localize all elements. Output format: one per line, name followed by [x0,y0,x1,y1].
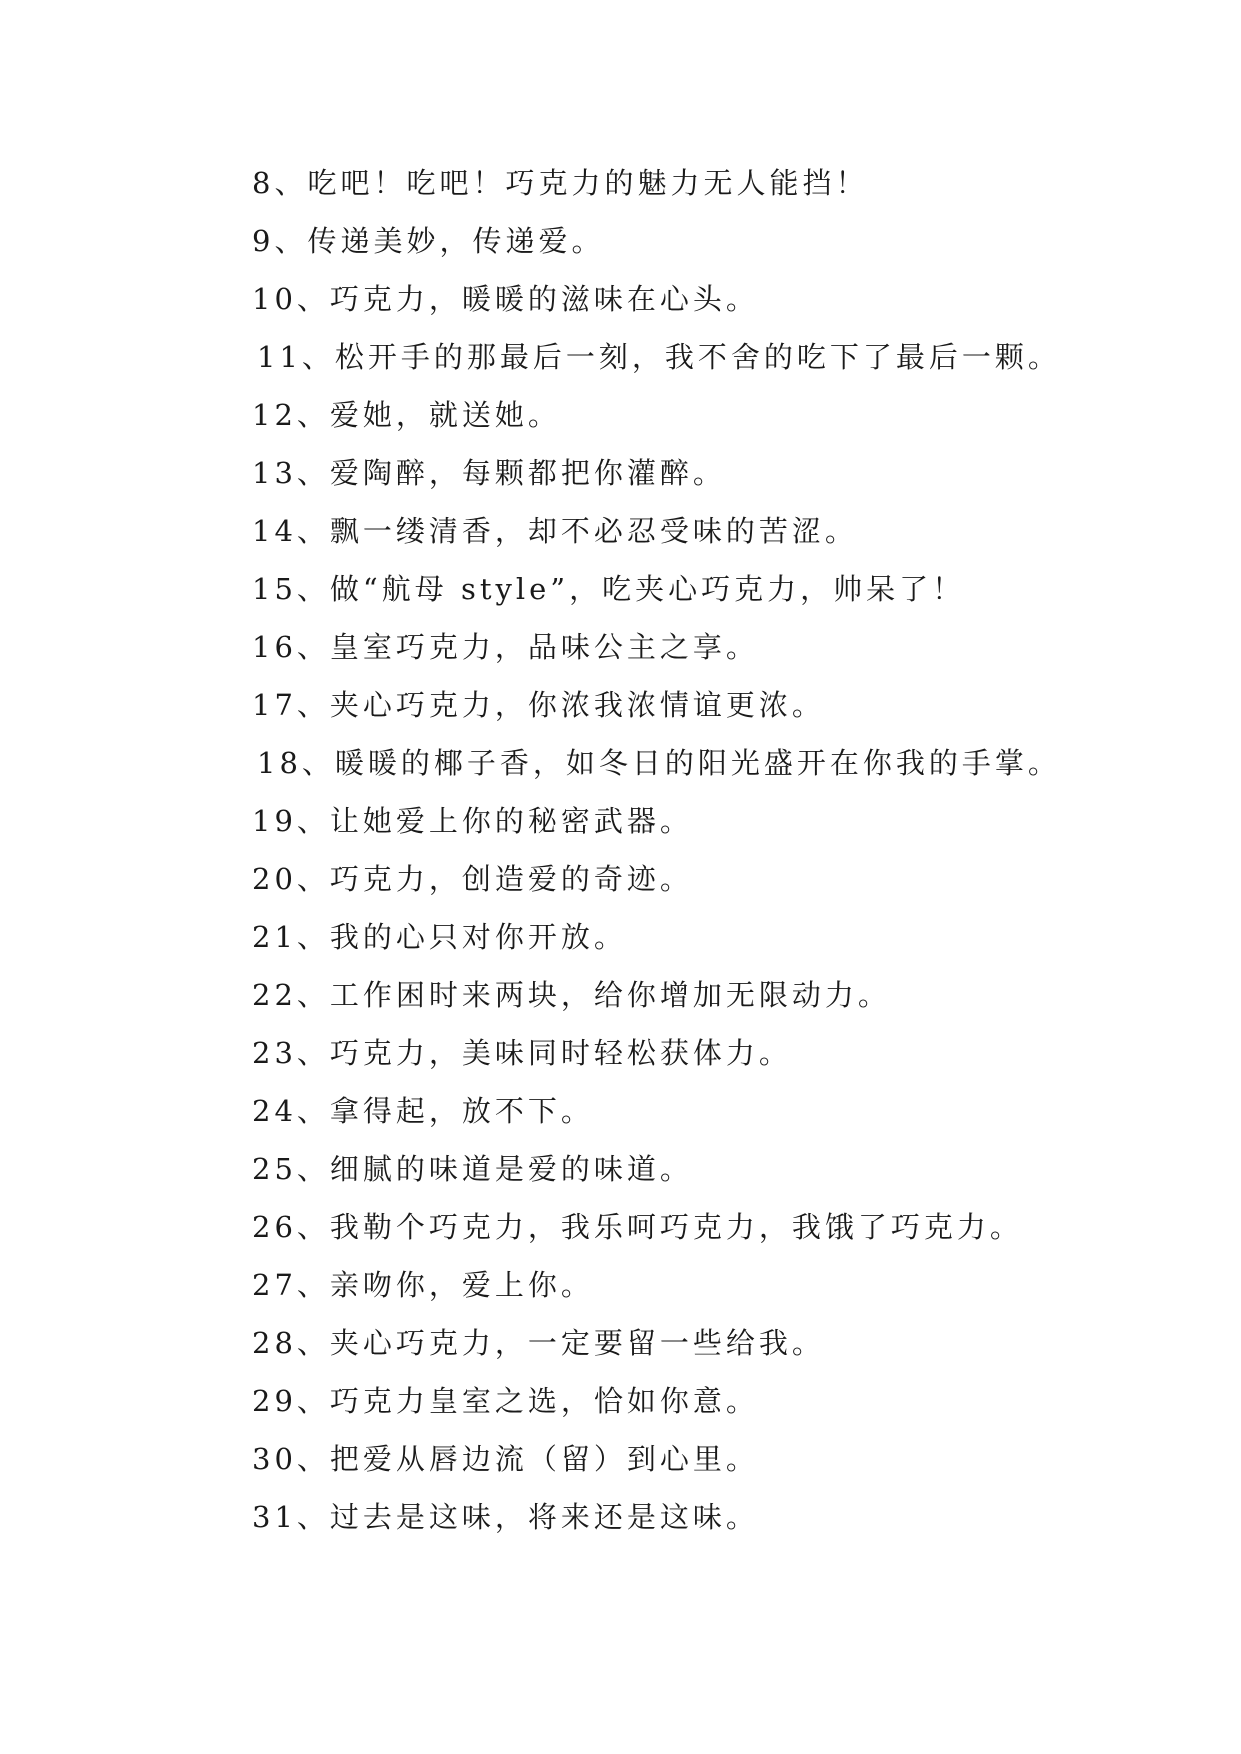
list-item: 21、我的心只对你开放。 [252,920,627,954]
slogan-list [252,154,1192,1546]
list-item: 15、做“航母 style”，吃夹心巧克力，帅呆了！ [252,572,966,606]
list-item: 19、让她爱上你的秘密武器。 [252,804,693,838]
list-item: 12、爱她，就送她。 [252,398,561,432]
list-item: 25、细腻的味道是爱的味道。 [252,1152,693,1186]
list-item: 11、松开手的那最后一刻，我不舍的吃下了最后一颗。 [257,340,1061,374]
list-item: 9、传递美妙，传递爱。 [252,224,605,258]
list-item: 20、巧克力，创造爱的奇迹。 [252,862,693,896]
list-item: 17、夹心巧克力，你浓我浓情谊更浓。 [252,688,825,722]
list-item: 26、我勒个巧克力，我乐呵巧克力，我饿了巧克力。 [252,1210,1023,1244]
list-item: 27、亲吻你，爱上你。 [252,1268,594,1302]
list-item: 18、暖暖的椰子香，如冬日的阳光盛开在你我的手掌。 [257,746,1061,780]
list-item: 30、把爱从唇边流（留）到心里。 [252,1442,759,1476]
list-item: 24、拿得起，放不下。 [252,1094,594,1128]
list-item: 8、吃吧！吃吧！巧克力的魅力无人能挡！ [252,166,869,200]
list-item: 23、巧克力，美味同时轻松获体力。 [252,1036,792,1070]
list-item: 10、巧克力，暖暖的滋味在心头。 [252,282,759,316]
list-item: 28、夹心巧克力，一定要留一些给我。 [252,1326,825,1360]
list-item: 22、工作困时来两块，给你增加无限动力。 [252,978,891,1012]
list-item: 13、爱陶醉，每颗都把你灌醉。 [252,456,726,490]
list-item: 29、巧克力皇室之选，恰如你意。 [252,1384,759,1418]
list-item: 14、飘一缕清香，却不必忍受味的苦涩。 [252,514,858,548]
list-item: 16、皇室巧克力，品味公主之享。 [252,630,759,664]
list-item: 31、过去是这味，将来还是这味。 [252,1500,759,1534]
